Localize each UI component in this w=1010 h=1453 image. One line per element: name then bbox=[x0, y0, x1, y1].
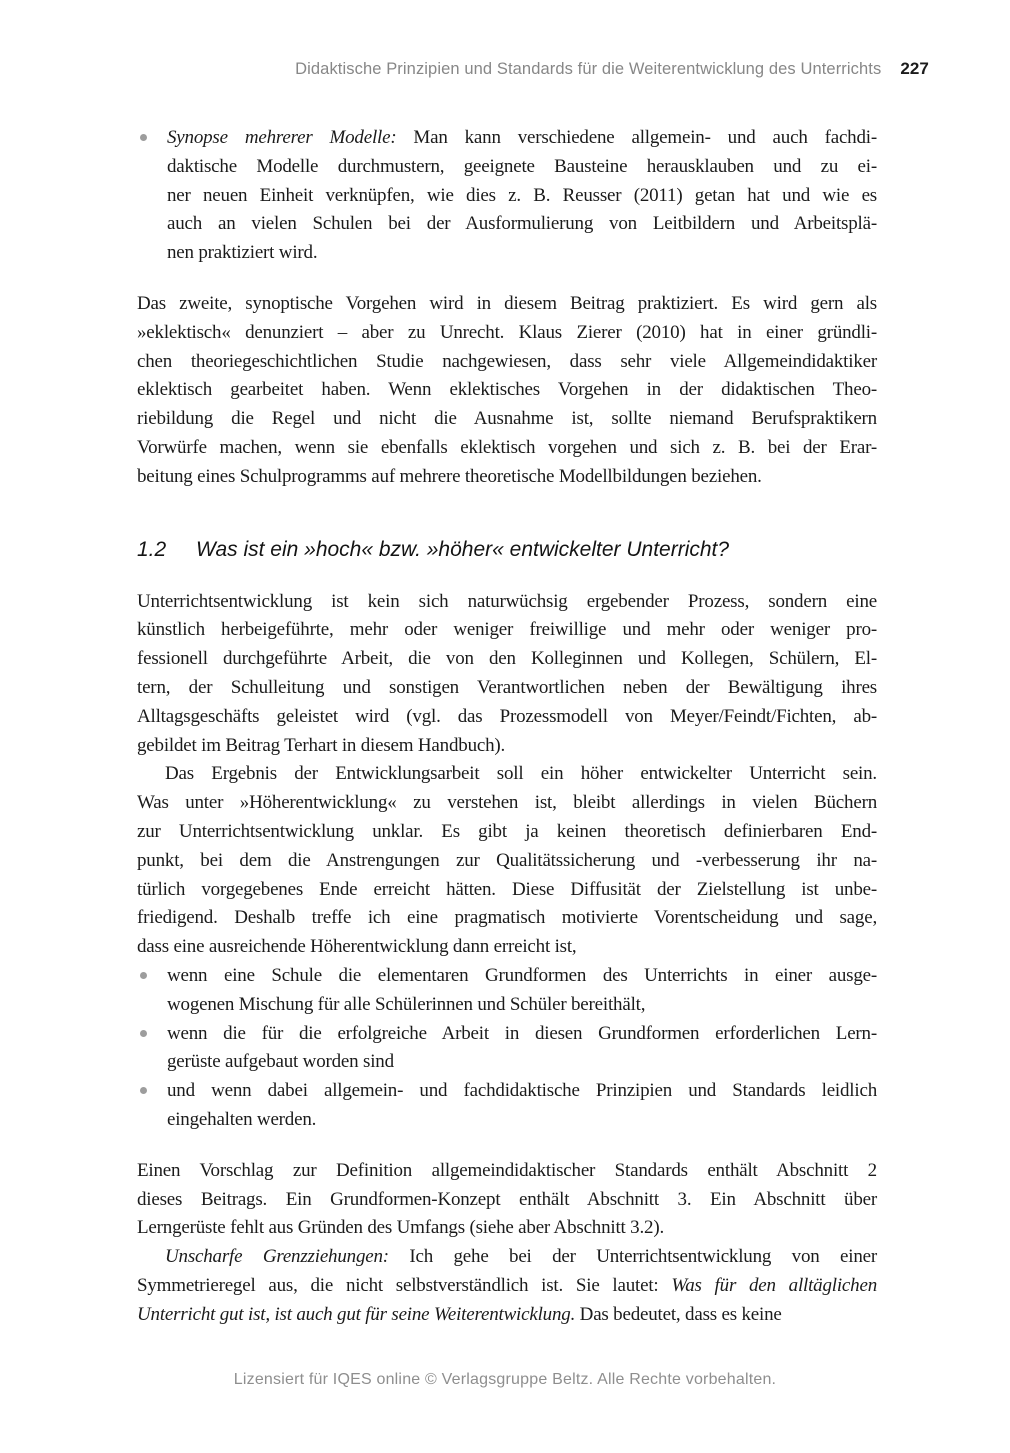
text-line bbox=[137, 1272, 877, 1301]
body-text: Lerngerüste fehlt aus Gründen des Umfangs (siehe aber Abschnitt 3.2). bbox=[137, 1217, 665, 1239]
body-text: auch an vielen Schulen bei der Ausformulierung von Leitbildern und Arbeitsplä- bbox=[167, 213, 877, 235]
body-text: türlich vorgegebenes Ende erreicht hätten. Diese Diffusität der Zielstellung ist unbe- bbox=[137, 878, 877, 900]
body-text: »eklektisch« denunziert – aber zu Unrecht. Klaus Zierer (2010) hat in einer gründli- bbox=[137, 321, 877, 343]
text-line bbox=[167, 1048, 877, 1077]
text-line bbox=[137, 405, 877, 434]
text-line bbox=[167, 1020, 877, 1049]
body-text: wogenen Mischung für alle Schülerinnen und Schüler bereithält, bbox=[167, 993, 646, 1015]
bullet-icon bbox=[140, 1030, 147, 1037]
text-line bbox=[167, 153, 877, 182]
text-line bbox=[137, 732, 877, 761]
text-line bbox=[137, 789, 877, 818]
body-text: eingehalten werden. bbox=[167, 1108, 317, 1130]
body-text: wenn die für die erfolgreiche Arbeit in diesen Grundformen erforderlichen Lern- bbox=[167, 1022, 877, 1044]
body-text: beitung eines Schulprogramms auf mehrere theoretische Modellbildungen beziehen. bbox=[137, 465, 762, 487]
text-line bbox=[137, 645, 877, 674]
body-text: chen theoriegeschichtlichen Studie nachgewiesen, dass sehr viele Allgemeindidaktiker bbox=[137, 350, 877, 372]
italic-text: Was für den alltäglichen bbox=[671, 1274, 878, 1296]
text-line bbox=[137, 818, 877, 847]
italic-text: Unscharfe Grenzziehungen: bbox=[165, 1246, 389, 1268]
section-number: 1.2 bbox=[137, 537, 167, 561]
body-text: Einen Vorschlag zur Definition allgemeindidaktischer Standards enthält Abschnitt 2 bbox=[137, 1159, 877, 1181]
text-line bbox=[137, 703, 877, 732]
body-text: zur Unterrichtsentwicklung unklar. Es gibt ja keinen theoretisch definierbaren End- bbox=[137, 820, 877, 842]
body-text: Alltagsgeschäfts geleistet wird (vgl. das Prozessmodell von Meyer/Feindt/Fichten, ab- bbox=[137, 705, 877, 727]
bullet-list bbox=[137, 124, 877, 268]
body-text: Ich gehe bei der Unterrichtsentwicklung von einer bbox=[388, 1246, 877, 1268]
running-header-title: Didaktische Prinzipien und Standards für die Weiterentwicklung des Unterrichts bbox=[295, 60, 882, 78]
text-line bbox=[167, 210, 877, 239]
text-line bbox=[137, 588, 877, 617]
body-text: Das bedeutet, dass es keine bbox=[575, 1303, 782, 1325]
paragraph bbox=[137, 290, 877, 492]
text-line bbox=[137, 290, 877, 319]
section-heading bbox=[137, 534, 877, 566]
text-line bbox=[137, 904, 877, 933]
text-line bbox=[167, 991, 877, 1020]
text-line bbox=[137, 463, 877, 492]
body-text: friedigend. Deshalb treffe ich eine pragmatisch motivierte Vorentscheidung und sage, bbox=[137, 907, 877, 929]
text-line bbox=[167, 124, 877, 153]
text-line bbox=[137, 847, 877, 876]
text-line bbox=[137, 1301, 877, 1330]
body-text: fessionell durchgeführte Arbeit, die von den Kolleginnen und Kollegen, Schülern, El- bbox=[137, 648, 877, 670]
italic-text: Unterricht gut ist, ist auch gut für seine Weiterentwicklung. bbox=[137, 1303, 576, 1325]
body-text: wenn eine Schule die elementaren Grundformen des Unterrichts in einer ausge- bbox=[167, 964, 877, 986]
body-text: dass eine ausreichende Höherentwicklung dann erreicht ist, bbox=[137, 936, 577, 958]
text-line bbox=[137, 1243, 877, 1272]
page-number: 227 bbox=[900, 59, 929, 78]
body-text: Das Ergebnis der Entwicklungsarbeit soll ein höher entwickelter Unterricht sein. bbox=[165, 763, 877, 785]
body-text: Das zweite, synoptische Vorgehen wird in diesem Beitrag praktiziert. Es wird gern als bbox=[137, 292, 877, 314]
text-line bbox=[167, 962, 877, 991]
body-text: dieses Beitrags. Ein Grundformen-Konzept enthält Abschnitt 3. Ein Abschnitt über bbox=[137, 1188, 877, 1210]
bullet-icon bbox=[140, 1087, 147, 1094]
body-text: Unterrichtsentwicklung ist kein sich naturwüchsig ergebender Prozess, sondern eine bbox=[137, 590, 877, 612]
bullet-item bbox=[137, 962, 877, 1020]
paragraph bbox=[137, 760, 877, 962]
body-text: ner neuen Einheit verknüpfen, wie dies z. B. Reusser (2011) getan hat und wie es bbox=[167, 184, 877, 206]
text-line bbox=[167, 1106, 877, 1135]
body-text: nen praktiziert wird. bbox=[167, 242, 318, 264]
running-header bbox=[137, 59, 929, 79]
bullet-icon bbox=[140, 972, 147, 979]
body-text: gerüste aufgebaut worden sind bbox=[167, 1051, 394, 1073]
text-line bbox=[137, 1186, 877, 1215]
text-line bbox=[137, 876, 877, 905]
bullet-item bbox=[137, 124, 877, 268]
body-text: punkt, bei dem die Anstrengungen zur Qualitätssicherung und -verbesserung ihr na- bbox=[137, 849, 877, 871]
text-line bbox=[137, 348, 877, 377]
text-line bbox=[167, 239, 877, 268]
document-body bbox=[137, 124, 877, 1329]
text-line bbox=[137, 616, 877, 645]
text-line bbox=[167, 182, 877, 211]
body-text: gebildet im Beitrag Terhart in diesem Handbuch). bbox=[137, 734, 506, 756]
body-text: riebildung die Regel und nicht die Ausnahme ist, sollte niemand Berufspraktikern bbox=[137, 408, 877, 430]
section-title: Was ist ein »hoch« bzw. »höher« entwickelter Unterricht? bbox=[196, 537, 730, 561]
bullet-item bbox=[137, 1077, 877, 1135]
body-text: Symmetrieregel aus, die nicht selbstverständlich ist. Sie lautet: bbox=[137, 1274, 672, 1296]
body-text: Man kann verschiedene allgemein- und auch fachdi- bbox=[396, 127, 877, 148]
license-footer bbox=[0, 1371, 1010, 1389]
body-text: und wenn dabei allgemein- und fachdidaktische Prinzipien und Standards leidlich bbox=[167, 1080, 877, 1102]
text-line bbox=[137, 674, 877, 703]
text-line bbox=[137, 1214, 877, 1243]
text-line bbox=[137, 760, 877, 789]
body-text: künstlich herbeigeführte, mehr oder weniger freiwillige und mehr oder weniger pro- bbox=[137, 619, 877, 641]
text-line bbox=[137, 319, 877, 348]
paragraph bbox=[137, 588, 877, 761]
license-text: Lizensiert für IQES online © Verlagsgruppe Beltz. Alle Rechte vorbehalten. bbox=[233, 1371, 777, 1388]
bullet-icon bbox=[140, 134, 147, 141]
paragraph bbox=[137, 1157, 877, 1243]
body-text: daktische Modelle durchmustern, geeignete Bausteine herausklauben und zu ei- bbox=[167, 155, 877, 177]
text-line bbox=[137, 434, 877, 463]
body-text: eklektisch gearbeitet haben. Wenn eklektisches Vorgehen in der didaktischen Theo- bbox=[137, 379, 877, 401]
text-line bbox=[167, 1077, 877, 1106]
text-line bbox=[137, 1157, 877, 1186]
body-text: Was unter »Höherentwicklung« zu verstehen ist, bleibt allerdings in vielen Büchern bbox=[137, 792, 877, 814]
body-text: Vorwürfe machen, wenn sie ebenfalls eklektisch vorgehen und sich z. B. bei der Erar- bbox=[137, 436, 877, 458]
text-line bbox=[137, 933, 877, 962]
body-text: tern, der Schulleitung und sonstigen Verantwortlichen neben der Bewältigung ihres bbox=[137, 676, 877, 698]
text-line bbox=[137, 376, 877, 405]
italic-text: Synopse mehrerer Modelle: bbox=[167, 127, 397, 148]
bullet-item bbox=[137, 1020, 877, 1078]
bullet-list bbox=[137, 962, 877, 1135]
paragraph bbox=[137, 1243, 877, 1329]
